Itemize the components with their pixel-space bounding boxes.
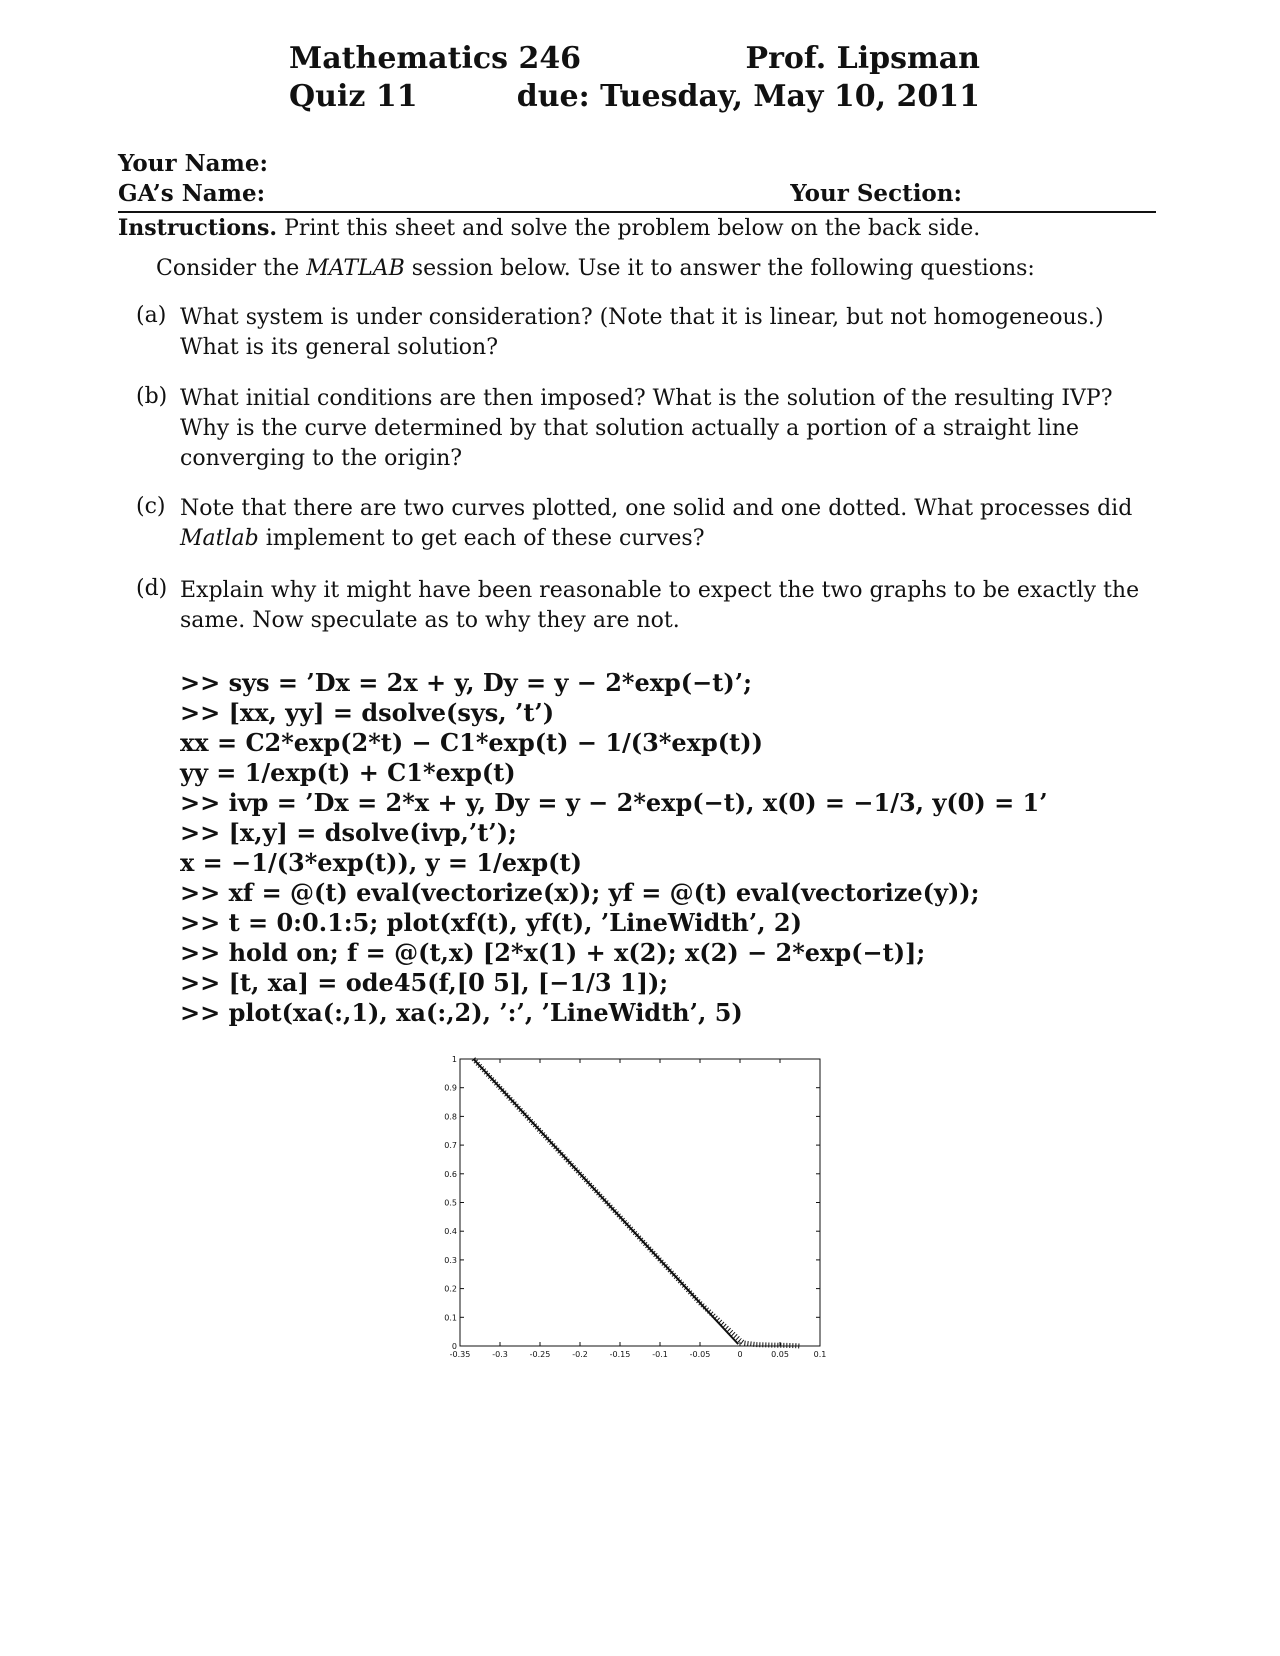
- x-tick-label: -0.15: [609, 1350, 631, 1359]
- dotted-ode45-series: [473, 1059, 800, 1346]
- session-line: >> plot(xa(:,1), xa(:,2), ’:’, ’LineWidth’, 5): [180, 998, 743, 1027]
- x-tick-label: -0.3: [492, 1350, 508, 1359]
- x-axis-ticks: [450, 1059, 827, 1359]
- question-b-letter: (b): [136, 384, 168, 409]
- y-tick-label: 0.5: [444, 1198, 457, 1208]
- plot-series: [473, 1059, 800, 1346]
- session-line: >> [t, xa] = ode45(f,[0 5], [−1/3 1]);: [180, 968, 669, 997]
- session-line: >> ivp = ’Dx = 2*x + y, Dy = y − 2*exp(−t), x(0) = −1/3, y(0) = 1’: [180, 788, 1048, 817]
- x-tick-label: 0: [737, 1350, 743, 1359]
- matlab-emph: MATLAB: [306, 256, 405, 281]
- session-line: >> [x,y] = dsolve(ivp,’t’);: [180, 818, 517, 847]
- due-date: due: Tuesday, May 10, 2011: [516, 79, 980, 114]
- course-title: Mathematics 246: [289, 41, 582, 76]
- session-line: x = −1/(3*exp(t)), y = 1/exp(t): [180, 848, 582, 877]
- solid-dsolve-series: [473, 1059, 738, 1344]
- ga-name-label: GA’s Name:: [118, 180, 266, 207]
- session-line: >> t = 0:0.1:5; plot(xf(t), yf(t), ’LineWidth’, 2): [180, 908, 802, 937]
- instructor-name: Prof. Lipsman: [745, 41, 980, 76]
- x-tick-label: 0.1: [813, 1350, 827, 1359]
- question-c-letter: (c): [136, 494, 166, 519]
- instructions: [118, 215, 980, 241]
- y-tick-label: 0.7: [444, 1141, 457, 1151]
- x-tick-label: -0.1: [652, 1350, 668, 1359]
- y-tick-label: 0.2: [444, 1284, 457, 1294]
- y-tick-label: 0.6: [444, 1169, 457, 1179]
- quiz-number: Quiz 11: [289, 79, 418, 114]
- question-d-text: Explain why it might have been reasonable to expect the two graphs to be exactly the same. Now speculate as to why they are not.: [180, 578, 1140, 633]
- session-line: yy = 1/exp(t) + C1*exp(t): [180, 758, 516, 787]
- x-tick-label: 0.05: [771, 1350, 789, 1359]
- question-a-text: What system is under consideration? (Note that it is linear, but not homogeneous.) What is its general solution?: [180, 305, 1104, 360]
- header-rule: [118, 211, 1156, 213]
- y-tick-label: 0.8: [444, 1112, 457, 1122]
- x-tick-label: -0.25: [529, 1350, 551, 1359]
- y-tick-label: 0.4: [444, 1227, 457, 1237]
- question-c-text: Note that there are two curves plotted, one solid and one dotted. What processes did Matlab implement to get each of these curves?: [180, 496, 1133, 551]
- session-line: >> [xx, yy] = dsolve(sys, ’t’): [180, 698, 555, 727]
- x-tick-label: -0.35: [449, 1350, 471, 1359]
- matlab-emph-c: Matlab: [180, 526, 259, 551]
- your-section-label: Your Section:: [790, 180, 962, 207]
- session-line: >> sys = ’Dx = 2x + y, Dy = y − 2*exp(−t)’;: [180, 668, 752, 697]
- y-tick-label: 0: [451, 1342, 457, 1351]
- question-a-letter: (a): [136, 303, 167, 328]
- instructions-text: Print this sheet and solve the problem below on the back side.: [284, 216, 981, 241]
- intro-text: Consider the MATLAB session below. Use it to answer the following questions:: [156, 256, 1035, 281]
- y-tick-label: 0.1: [444, 1313, 457, 1323]
- y-tick-label: 1: [451, 1055, 457, 1064]
- question-b-text: What initial conditions are then imposed? What is the solution of the resulting IVP? Why is the curve determined by that solution actually a portion of a straight line converging to the origin?: [180, 386, 1113, 471]
- session-line: >> xf = @(t) eval(vectorize(x)); yf = @(t) eval(vectorize(y));: [180, 878, 980, 907]
- x-tick-label: -0.05: [689, 1350, 711, 1359]
- instructions-label: Instructions.: [118, 215, 278, 241]
- your-name-label: Your Name:: [118, 150, 268, 177]
- y-tick-label: 0.9: [444, 1083, 457, 1093]
- y-tick-label: 0.3: [444, 1255, 457, 1265]
- session-line: xx = C2*exp(2*t) − C1*exp(t) − 1/(3*exp(t)): [180, 728, 763, 757]
- plot-frame: [460, 1059, 820, 1346]
- question-d-letter: (d): [136, 576, 168, 601]
- y-axis-ticks: [444, 1055, 820, 1351]
- session-line: >> hold on; f = @(t,x) [2*x(1) + x(2); x(2) − 2*exp(−t)];: [180, 938, 926, 967]
- x-tick-label: -0.2: [572, 1350, 588, 1359]
